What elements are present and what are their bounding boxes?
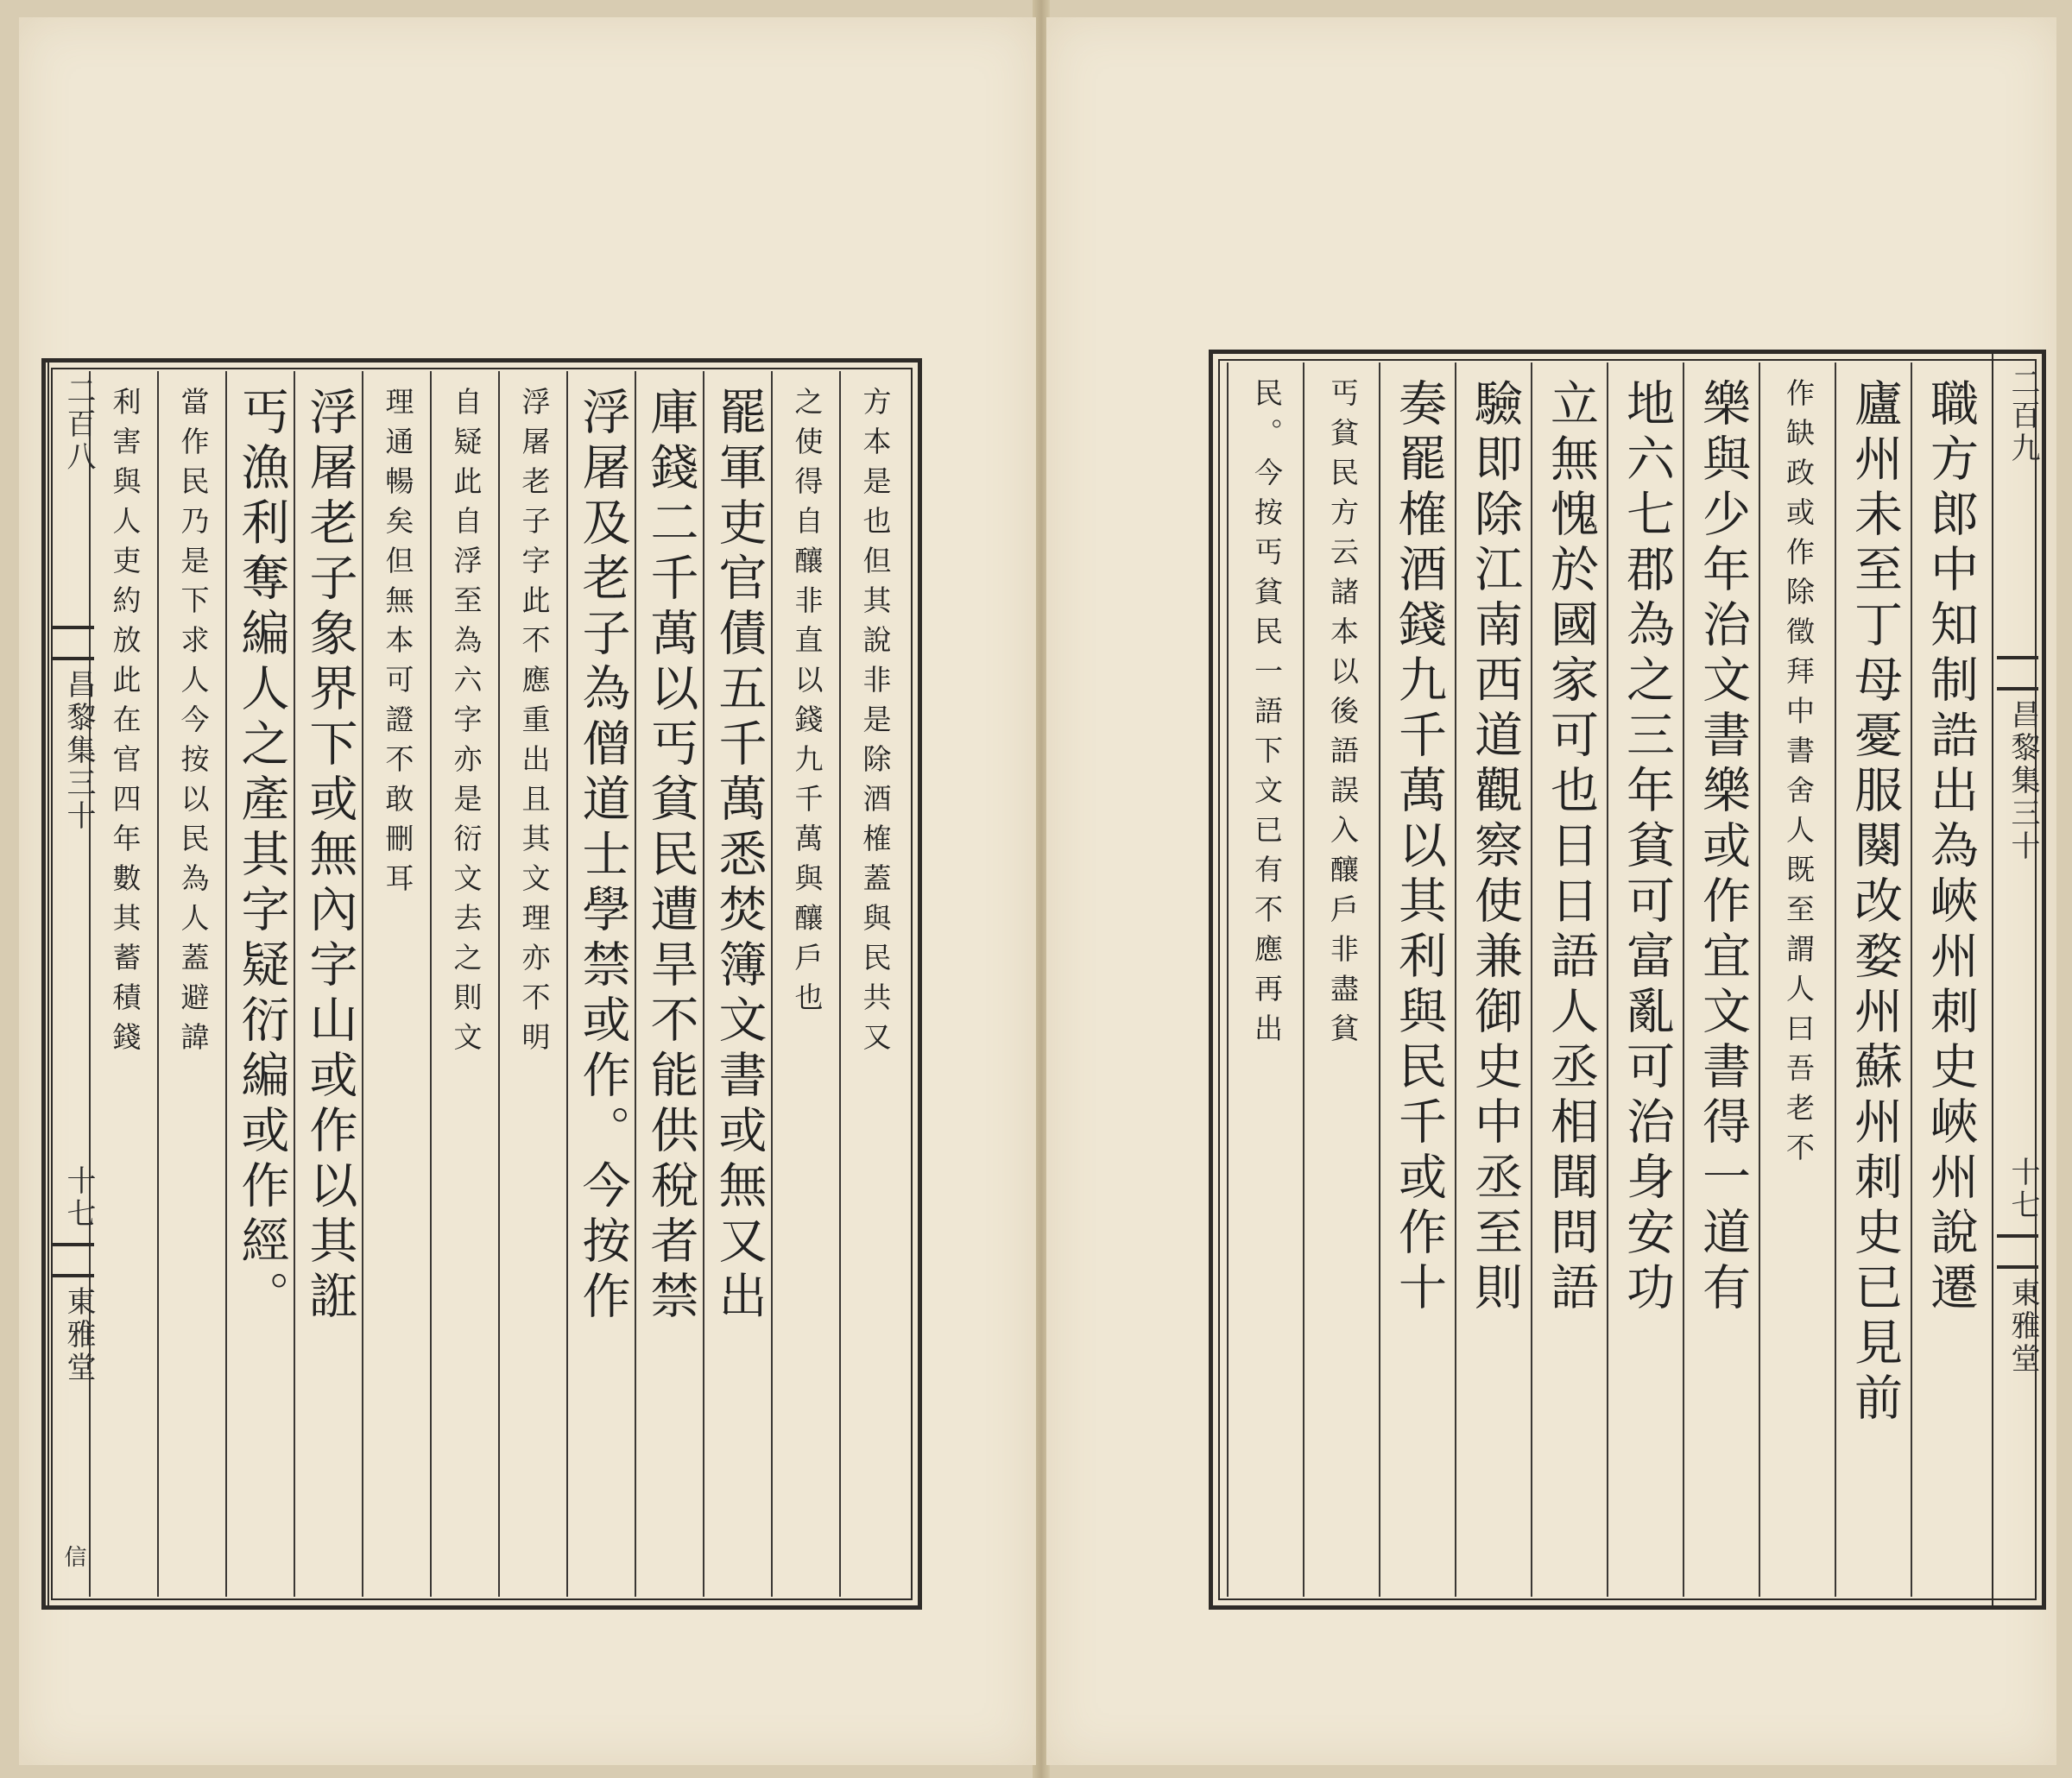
left-column-rule (839, 371, 841, 1597)
left-text-column: 理通暢矣但無本可證不敢刪耳 (381, 387, 415, 903)
right-column-rule (1303, 363, 1304, 1597)
left-banxin-hall: 東雅堂 (61, 1286, 96, 1384)
right-column-rule (1835, 363, 1836, 1597)
left-column-rule (703, 371, 704, 1597)
left-column-rule (635, 371, 636, 1597)
right-column-rule (1683, 363, 1684, 1597)
right-text-column: 作缺政或作除徵拜中書舍人既至謂人曰吾老不 (1782, 378, 1816, 1172)
right-text-column: 廬州未至丁母憂服闋改婺州蘇州刺史已見前 (1847, 378, 1903, 1428)
left-banxin-leaf: 十七 (61, 1165, 96, 1231)
right-column-rule (1607, 363, 1608, 1597)
right-text-column: 驗即除江南西道觀察使兼御史中丞至則 (1467, 378, 1523, 1317)
right-text-frame (1209, 350, 2046, 1610)
right-text-column: 丐貧民方云諸本以後語誤入釀戶非盡貧 (1326, 378, 1360, 1053)
right-column-rule (1227, 363, 1229, 1597)
left-column-rule (566, 371, 568, 1597)
right-text-column: 地六七郡為之三年貧可富亂可治身安功 (1619, 378, 1675, 1317)
right-text-column: 職方郎中知制誥出為峽州刺史峽州說遷 (1923, 378, 1979, 1317)
right-column-rule (1911, 363, 1912, 1597)
right-text-column: 樂與少年治文書樂或作宜文書得一道有 (1695, 378, 1751, 1317)
right-text-column: 立無愧於國家可也日日語人丞相聞問語 (1543, 378, 1599, 1317)
left-text-column: 方本是也但其說非是除酒榷蓋與民共又 (858, 387, 893, 1062)
left-banxin (47, 363, 96, 1605)
left-text-column: 庫錢二千萬以丐貧民遭旱不能供稅者禁 (642, 387, 699, 1326)
left-text-column: 浮屠老子象界下或無內字山或作以其誑 (301, 387, 358, 1326)
left-column-rule (362, 371, 363, 1597)
left-text-column: 浮屠老子字此不應重出且其文理亦不明 (517, 387, 552, 1062)
left-text-column: 自疑此自浮至為六字亦是衍文去之則文 (449, 387, 483, 1062)
right-banxin-top: 二百九 (2006, 367, 2040, 465)
left-text-column: 丐漁利奪編人之產其字疑衍編或作經。 (233, 387, 290, 1326)
left-fish-tail-top (53, 626, 94, 660)
right-banxin-hall: 東雅堂 (2006, 1277, 2040, 1376)
left-column-rule (498, 371, 500, 1597)
left-column-rule (771, 371, 773, 1597)
right-text-column: 民。今按丐貧民一語下文已有不應再出 (1250, 378, 1284, 1053)
right-banxin (1992, 354, 2040, 1605)
left-column-rule (157, 371, 159, 1597)
left-fish-tail-bottom (53, 1243, 94, 1277)
left-banxin-title: 昌黎集三十 (61, 669, 96, 833)
right-fish-tail-top (1997, 656, 2038, 690)
right-banxin-title: 昌黎集三十 (2006, 699, 2040, 863)
left-text-frame (41, 358, 922, 1610)
right-column-rule (1759, 363, 1760, 1597)
left-text-column: 利害與人吏約放此在官四年數其蓄積錢 (108, 387, 142, 1062)
right-text-column: 奏罷榷酒錢九千萬以其利與民千或作十 (1391, 378, 1447, 1317)
left-text-column: 之使得自釀非直以錢九千萬與釀戶也 (790, 387, 824, 1022)
right-column-rule (1531, 363, 1532, 1597)
right-fish-tail-bottom (1997, 1234, 2038, 1269)
left-column-rule (294, 371, 295, 1597)
right-column-rule (1455, 363, 1456, 1597)
left-column-rule (430, 371, 432, 1597)
left-text-column: 罷軍吏官債五千萬悉焚簿文書或無又出 (711, 387, 768, 1326)
right-column-rule (1379, 363, 1380, 1597)
left-text-column: 浮屠及老子為僧道士學禁或作。今按作 (574, 387, 631, 1326)
right-banxin-leaf: 十七 (2006, 1157, 2040, 1222)
left-banxin-top: 二百八 (61, 375, 96, 474)
left-text-column: 當作民乃是下求人今按以民為人蓋避諱 (176, 387, 211, 1062)
left-banxin-bottom: 信 (60, 1545, 86, 1571)
left-column-rule (225, 371, 227, 1597)
